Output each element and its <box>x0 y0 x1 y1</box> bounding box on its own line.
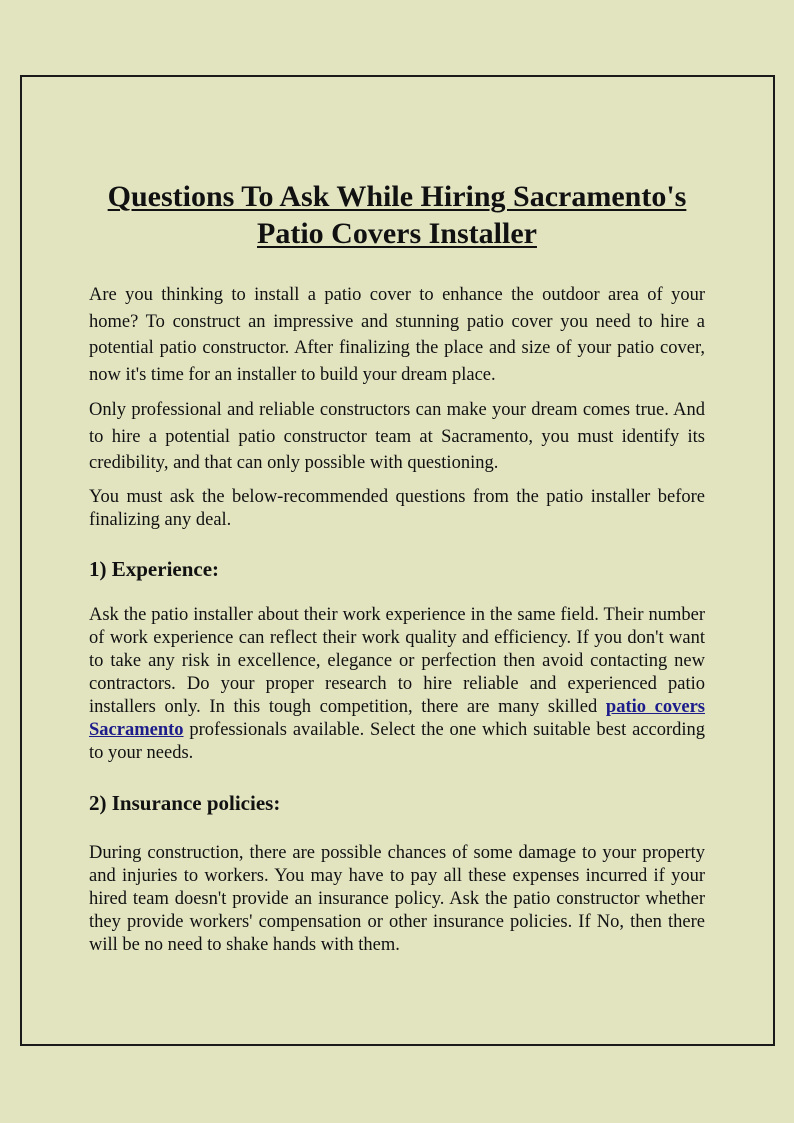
article-title-line-1: Questions To Ask While Hiring Sacramento's <box>107 180 687 213</box>
experience-text-before-link: Ask the patio installer about their work experience in the same field. Their number of work experience can reflect their work quality and efficiency. If you don't want to take any risk in excellence, elegance or perfection then avoid contacting new contractors. Do your proper research to hire reliable and experienced patio installers only. In this tough competition, there are many skilled <box>89 604 705 717</box>
section-heading-insurance: 2) Insurance policies: <box>89 790 281 815</box>
section-heading-experience: 1) Experience: <box>89 556 220 581</box>
intro-paragraph-1: Are you thinking to install a patio cover to enhance the outdoor area of your home? To construct an impressive and stunning patio cover you need to hire a potential patio constructor. After finalizing the place and size of your patio cover, now it's time for an installer to build your dream place. <box>89 285 705 385</box>
article-title <box>89 178 705 252</box>
intro-section <box>89 282 705 532</box>
experience-paragraph <box>89 604 705 765</box>
intro-paragraph-3: You must ask the below-recommended questions from the patio installer before finalizing any deal. <box>89 486 705 530</box>
intro-paragraph-2: Only professional and reliable constructors can make your dream comes true. And to hire a potential patio constructor team at Sacramento, you must identify its credibility, and that can only possible with questioning. <box>89 400 705 473</box>
article-title-line-2: Patio Covers Installer <box>257 217 537 250</box>
article <box>89 178 705 957</box>
insurance-paragraph: During construction, there are possible chances of some damage to your property and injuries to workers. You may have to pay all these expenses incurred if your hired team doesn't provide an insurance policy. Ask the patio constructor whether they provide workers' compensation or other insurance policies. If No, then there will be no need to shake hands with them. <box>89 842 705 955</box>
patio-covers-sacramento-link[interactable]: patio covers Sacramento <box>89 696 705 740</box>
experience-text-after-link: professionals available. Select the one which suitable best according to your needs. <box>89 719 705 763</box>
